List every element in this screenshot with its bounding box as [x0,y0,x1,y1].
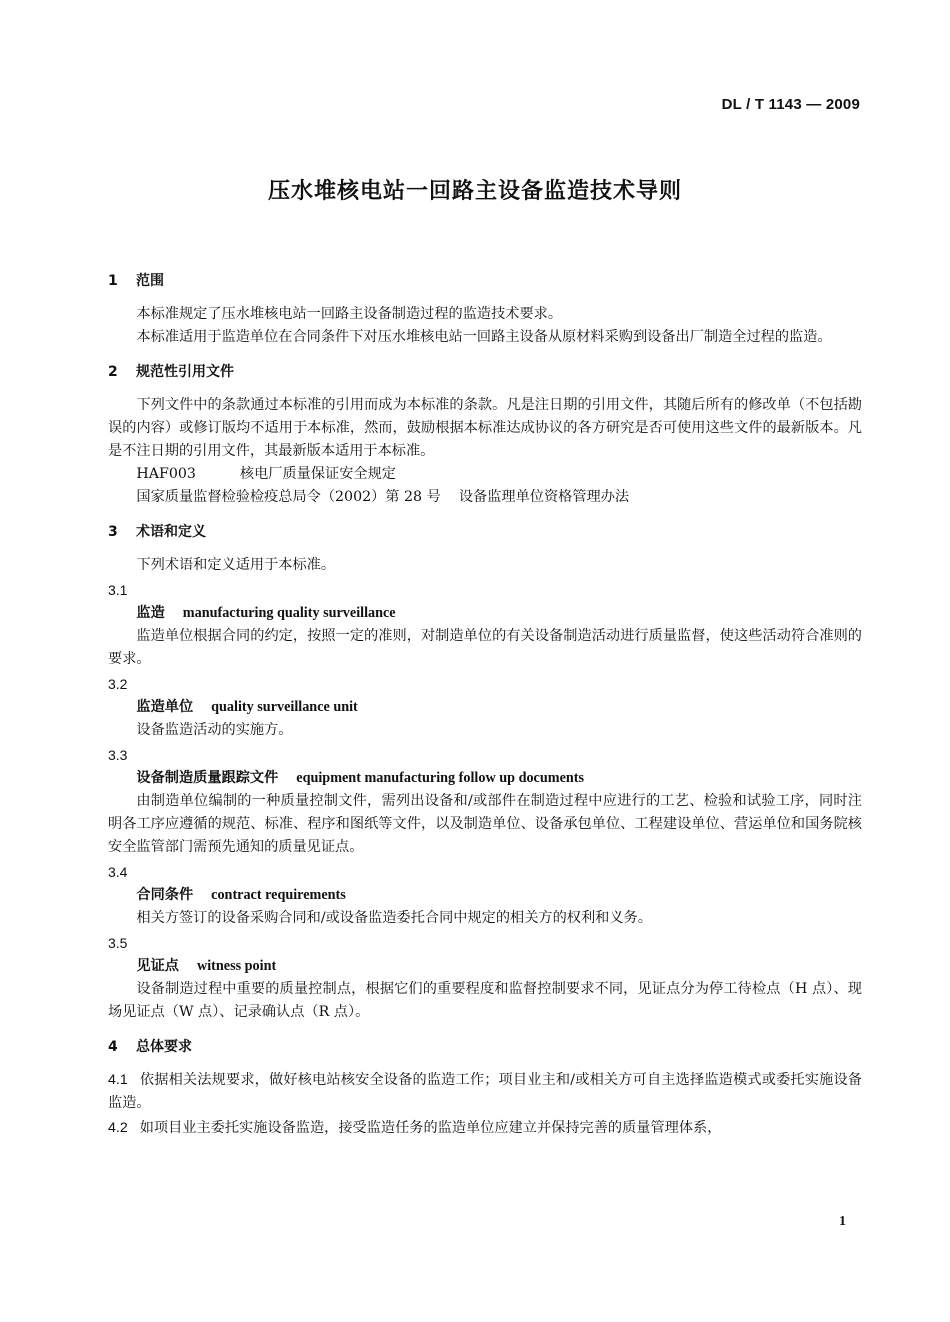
section-heading-1 [108,270,862,293]
reference-item [108,486,862,509]
paragraph: 本标准适用于监造单位在合同条件下对压水堆核电站一回路主设备从原材料采购到设备出厂制造全过程的监造。 [136,329,832,345]
document-body [108,270,862,1140]
term-zh: 监造单位 [136,699,194,715]
section-title: 术语和定义 [136,524,206,540]
term-en: witness point [196,958,277,974]
clause-number: 4.1 [108,1072,128,1088]
term-entry [108,744,862,859]
reference-code: HAF003 [136,466,196,482]
term-definition: 设备制造过程中重要的质量控制点，根据它们的重要程度和监督控制要求不同，见证点分为停工待检点（H 点）、现场见证点（W 点）、记录确认点（R 点）。 [108,981,862,1020]
section-heading-3 [108,521,862,544]
term-en: equipment manufacturing follow up documents [296,770,585,786]
reference-item [108,463,862,486]
clause [108,1069,862,1115]
term-title [108,955,862,978]
term-zh: 监造 [136,605,165,621]
term-number: 3.1 [108,582,128,598]
paragraph: 下列文件中的条款通过本标准的引用而成为本标准的条款。凡是注日期的引用文件，其随后所有的修改单（不包括勘误的内容）或修订版均不适用于本标准，然而，鼓励根据本标准达成协议的各方研究是否可使用这些文件的最新版本。凡是不注日期的引用文件，其最新版本适用于本标准。 [108,397,862,459]
term-zh: 见证点 [136,958,179,974]
term-title [108,696,862,719]
section-number: 1 [108,273,118,289]
clause-text: 如项目业主委托实施设备监造，接受监造任务的监造单位应建立并保持完善的质量管理体系， [139,1120,722,1136]
term-entry [108,861,862,930]
term-en: quality surveillance unit [211,699,358,715]
term-zh: 合同条件 [136,887,194,903]
section-title: 规范性引用文件 [136,364,234,380]
term-title [108,767,862,790]
term-entry [108,932,862,1024]
term-definition: 由制造单位编制的一种质量控制文件，需列出设备和/或部件在制造过程中应进行的工艺、检验和试验工序，同时注明各工序应遵循的规范、标准、程序和图纸等文件，以及制造单位、设备承包单位、工程建设单位、营运单位和国务院核安全监管部门需预先通知的质量见证点。 [108,793,862,855]
section-title: 总体要求 [136,1039,192,1055]
section-title: 范围 [136,273,164,289]
section-number: 4 [108,1039,118,1055]
section-number: 3 [108,524,118,540]
term-entry [108,579,862,671]
document-title: 压水堆核电站一回路主设备监造技术导则 [267,179,682,204]
standard-code: DL / T 1143 — 2009 [721,96,860,113]
paragraph: 下列术语和定义适用于本标准。 [136,557,336,573]
clause [108,1117,862,1140]
term-zh: 设备制造质量跟踪文件 [136,770,279,786]
term-en: manufacturing quality surveillance [182,605,396,621]
term-title [108,602,862,625]
term-number: 3.5 [108,935,128,951]
paragraph: 本标准规定了压水堆核电站一回路主设备制造过程的监造技术要求。 [136,306,563,322]
term-definition: 相关方签订的设备采购合同和/或设备监造委托合同中规定的相关方的权利和义务。 [136,910,652,926]
term-number: 3.4 [108,864,128,880]
reference-title: 设备监理单位资格管理办法 [458,489,630,505]
clause-text: 依据相关法规要求，做好核电站核安全设备的监造工作；项目业主和/或相关方可自主选择监造模式或委托实施设备监造。 [108,1072,862,1111]
reference-code: 国家质量监督检验检疫总局令（2002）第 28 号 [136,489,441,505]
section-number: 2 [108,364,118,380]
section-heading-2 [108,361,862,384]
term-title [108,884,862,907]
term-number: 3.3 [108,747,128,763]
term-number: 3.2 [108,676,128,692]
term-en: contract requirements [211,887,346,903]
clause-number: 4.2 [108,1120,128,1136]
term-definition: 设备监造活动的实施方。 [136,722,293,738]
reference-title: 核电厂质量保证安全规定 [239,466,396,482]
page-number: 1 [839,1214,846,1229]
term-entry [108,673,862,742]
term-definition: 监造单位根据合同的约定，按照一定的准则，对制造单位的有关设备制造活动进行质量监督，使这些活动符合准则的要求。 [108,628,862,667]
section-heading-4 [108,1036,862,1059]
